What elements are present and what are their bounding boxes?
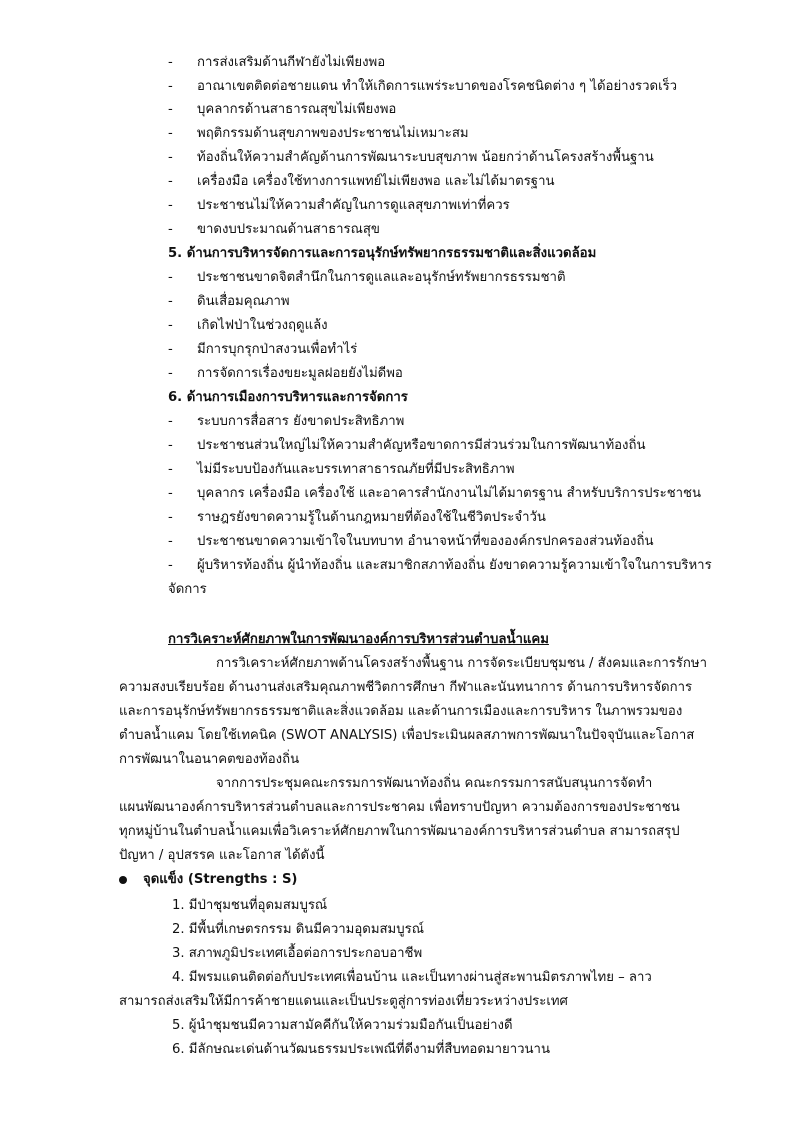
list-dash: - xyxy=(168,414,173,429)
analysis-title: การวิเคราะห์ศักยภาพในการพัฒนาองค์การบริหารส่วนตำบลน้ำแคม xyxy=(168,632,549,647)
list-dash: - xyxy=(168,342,173,357)
paragraph-line: และการอนุรักษ์ทรัพยากรธรรมชาติและสิ่งแวดล้อม และด้านการเมืองและการบริหาร ในภาพรวมของ xyxy=(119,704,683,719)
list-item: ประชาชนขาดความเข้าใจในบทบาท อำนาจหน้าที่ขององค์กรปกครองส่วนท้องถิ่น xyxy=(197,534,654,549)
strength-item: 1. มีป่าชุมชนที่อุดมสมบูรณ์ xyxy=(172,898,328,913)
list-dash: - xyxy=(168,534,173,549)
list-dash: - xyxy=(168,55,173,70)
list-dash: - xyxy=(168,486,173,501)
bullet-icon xyxy=(119,876,127,884)
list-dash: - xyxy=(168,510,173,525)
list-dash: - xyxy=(168,198,173,213)
list-dash: - xyxy=(168,79,173,94)
list-item: บุคลากร เครื่องมือ เครื่องใช้ และอาคารสำนักงานไม่ได้มาตรฐาน สำหรับบริการประชาชน xyxy=(197,486,702,501)
strength-item-continuation: สามารถส่งเสริมให้มีการค้าชายแดนและเป็นประตูสู่การท่องเที่ยวระหว่างประเทศ xyxy=(119,994,568,1009)
paragraph-line: การพัฒนาในอนาคตของท้องถิ่น xyxy=(119,752,300,767)
list-item: ขาดงบประมาณด้านสาธารณสุข xyxy=(197,222,380,237)
list-item: ประชาชนขาดจิตสำนึกในการดูแลและอนุรักษ์ทรัพยากรธรรมชาติ xyxy=(197,270,566,285)
list-item: ประชาชนส่วนใหญ่ไม่ให้ความสำคัญหรือขาดการมีส่วนร่วมในการพัฒนาท้องถิ่น xyxy=(197,438,646,453)
paragraph-line: แผนพัฒนาองค์การบริหารส่วนตำบลและการประชาคม เพื่อทราบปัญหา ความต้องการของประชาชน xyxy=(119,800,680,815)
list-dash: - xyxy=(168,438,173,453)
list-item: มีการบุกรุกป่าสงวนเพื่อทำไร่ xyxy=(197,342,358,357)
list-dash: - xyxy=(168,174,173,189)
section-heading: 5. ด้านการบริหารจัดการและการอนุรักษ์ทรัพยากรธรรมชาติและสิ่งแวดล้อม xyxy=(168,246,597,261)
paragraph-line: การวิเคราะห์ศักยภาพด้านโครงสร้างพื้นฐาน การจัดระเบียบชุมชน / สังคมและการรักษา xyxy=(216,656,707,671)
list-item: พฤติกรรมด้านสุขภาพของประชาชนไม่เหมาะสม xyxy=(197,126,469,141)
list-dash: - xyxy=(168,318,173,333)
list-dash: - xyxy=(168,102,173,117)
strengths-heading: จุดแข็ง (Strengths : S) xyxy=(143,872,298,887)
list-item: ดินเสื่อมคุณภาพ xyxy=(197,294,290,309)
list-dash: - xyxy=(168,222,173,237)
strength-item: 3. สภาพภูมิประเทศเอื้อต่อการประกอบอาชีพ xyxy=(172,946,423,961)
paragraph-line: ทุกหมู่บ้านในตำบลน้ำแคมเพื่อวิเคราะห์ศักยภาพในการพัฒนาองค์การบริหารส่วนตำบล สามารถสรุป xyxy=(119,824,680,839)
list-item: ท้องถิ่นให้ความสำคัญด้านการพัฒนาระบบสุขภาพ น้อยกว่าด้านโครงสร้างพื้นฐาน xyxy=(197,150,654,165)
list-item: ระบบการสื่อสาร ยังขาดประสิทธิภาพ xyxy=(197,414,405,429)
paragraph-line: จากการประชุมคณะกรรมการพัฒนาท้องถิ่น คณะกรรมการสนับสนุนการจัดทำ xyxy=(216,776,653,791)
list-dash: - xyxy=(168,270,173,285)
paragraph-line: ตำบลน้ำแคม โดยใช้เทคนิค (SWOT ANALYSIS) เพื่อประเมินผลสภาพการพัฒนาในปัจจุบันและโอกาส xyxy=(119,728,695,743)
list-dash: - xyxy=(168,150,173,165)
paragraph-line: ความสงบเรียบร้อย ด้านงานส่งเสริมคุณภาพชีวิตการศึกษา กีฬาและนันทนาการ ด้านการบริหารจัดการ xyxy=(119,680,693,695)
list-dash: - xyxy=(168,558,173,573)
strength-item: 4. มีพรมแดนติดต่อกับประเทศเพื่อนบ้าน และเป็นทางผ่านสู่สะพานมิตรภาพไทย – ลาว xyxy=(172,970,652,985)
list-item-continuation: จัดการ xyxy=(168,582,207,597)
list-item: เกิดไฟป่าในช่วงฤดูแล้ง xyxy=(197,318,328,333)
section-heading: 6. ด้านการเมืองการบริหารและการจัดการ xyxy=(168,390,408,405)
list-item: บุคลากรด้านสาธารณสุขไม่เพียงพอ xyxy=(197,102,397,117)
list-item: ประชาชนไม่ให้ความสำคัญในการดูแลสุขภาพเท่าที่ควร xyxy=(197,198,510,213)
list-item: การส่งเสริมด้านกีฬายังไม่เพียงพอ xyxy=(197,55,386,70)
list-item: ไม่มีระบบป้องกันและบรรเทาสาธารณภัยที่มีประสิทธิภาพ xyxy=(197,462,515,477)
list-item: เครื่องมือ เครื่องใช้ทางการแพทย์ไม่เพียงพอ และไม่ได้มาตรฐาน xyxy=(197,174,555,189)
list-item: ผู้บริหารท้องถิ่น ผู้นำท้องถิ่น และสมาชิกสภาท้องถิ่น ยังขาดความรู้ความเข้าใจในการบริหาร xyxy=(197,558,712,573)
strength-item: 6. มีลักษณะเด่นด้านวัฒนธรรมประเพณีที่ดีงามที่สืบทอดมายาวนาน xyxy=(172,1042,550,1057)
list-item: อาณาเขตติดต่อชายแดน ทำให้เกิดการแพร่ระบาดของโรคชนิดต่าง ๆ ได้อย่างรวดเร็ว xyxy=(197,79,678,94)
strength-item: 5. ผู้นำชุมชนมีความสามัคคีกันให้ความร่วมมือกันเป็นอย่างดี xyxy=(172,1018,513,1033)
paragraph-line: ปัญหา / อุปสรรค และโอกาส ได้ดังนี้ xyxy=(119,848,325,863)
list-dash: - xyxy=(168,126,173,141)
list-dash: - xyxy=(168,462,173,477)
list-dash: - xyxy=(168,294,173,309)
strength-item: 2. มีพื้นที่เกษตรกรรม ดินมีความอุดมสมบูรณ์ xyxy=(172,922,424,937)
list-dash: - xyxy=(168,366,173,381)
list-item: ราษฎรยังขาดความรู้ในด้านกฎหมายที่ต้องใช้ในชีวิตประจำวัน xyxy=(197,510,546,525)
list-item: การจัดการเรื่องขยะมูลฝอยยังไม่ดีพอ xyxy=(197,366,403,381)
